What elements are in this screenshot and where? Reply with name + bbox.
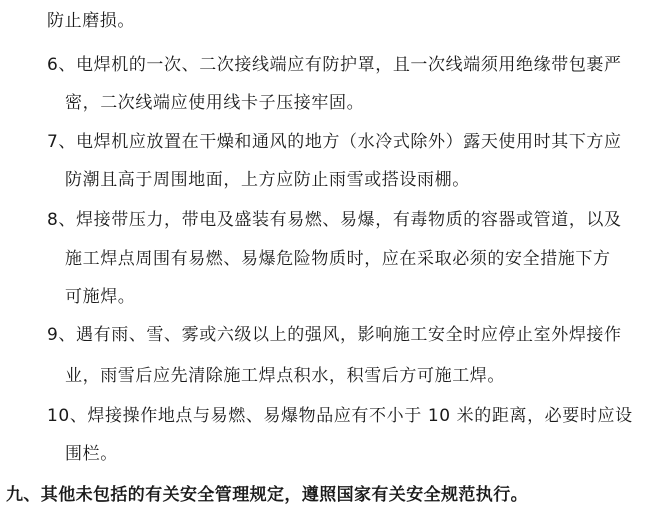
item-6-line-1: 6、电焊机的一次、二次接线端应有防护罩，且一次线端须用绝缘带包裹严 — [47, 55, 622, 75]
item-9-line-1: 9、遇有雨、雪、雾或六级以上的强风，影响施工安全时应停止室外焊接作 — [47, 325, 622, 345]
item-8-line-3: 可施焊。 — [65, 287, 136, 307]
item-9-line-2: 业，雨雪后应先清除施工焊点积水，积雪后方可施工焊。 — [65, 366, 505, 386]
item-7-line-2: 防潮且高于周围地面，上方应防止雨雪或搭设雨棚。 — [65, 170, 470, 190]
section-heading: 九、其他未包括的有关安全管理规定，遵照国家有关安全规范执行。 — [6, 485, 528, 505]
item-10-line-1: 10、焊接操作地点与易燃、易爆物品应有不小于 10 米的距离，必要时应设 — [47, 406, 633, 426]
item-8-line-2: 施工焊点周围有易燃、易爆危险物质时，应在采取必须的安全措施下方 — [65, 249, 611, 269]
item-8-line-1: 8、焊接带压力，带电及盛装有易燃、易爆，有毒物质的容器或管道，以及 — [47, 210, 622, 230]
text-line-1: 防止磨损。 — [47, 11, 135, 31]
item-10-line-2: 围栏。 — [65, 444, 118, 464]
item-6-line-2: 密，二次线端应使用线卡子压接牢固。 — [65, 93, 365, 113]
item-7-line-1: 7、电焊机应放置在干燥和通风的地方（水冷式除外）露天使用时其下方应 — [47, 132, 622, 152]
